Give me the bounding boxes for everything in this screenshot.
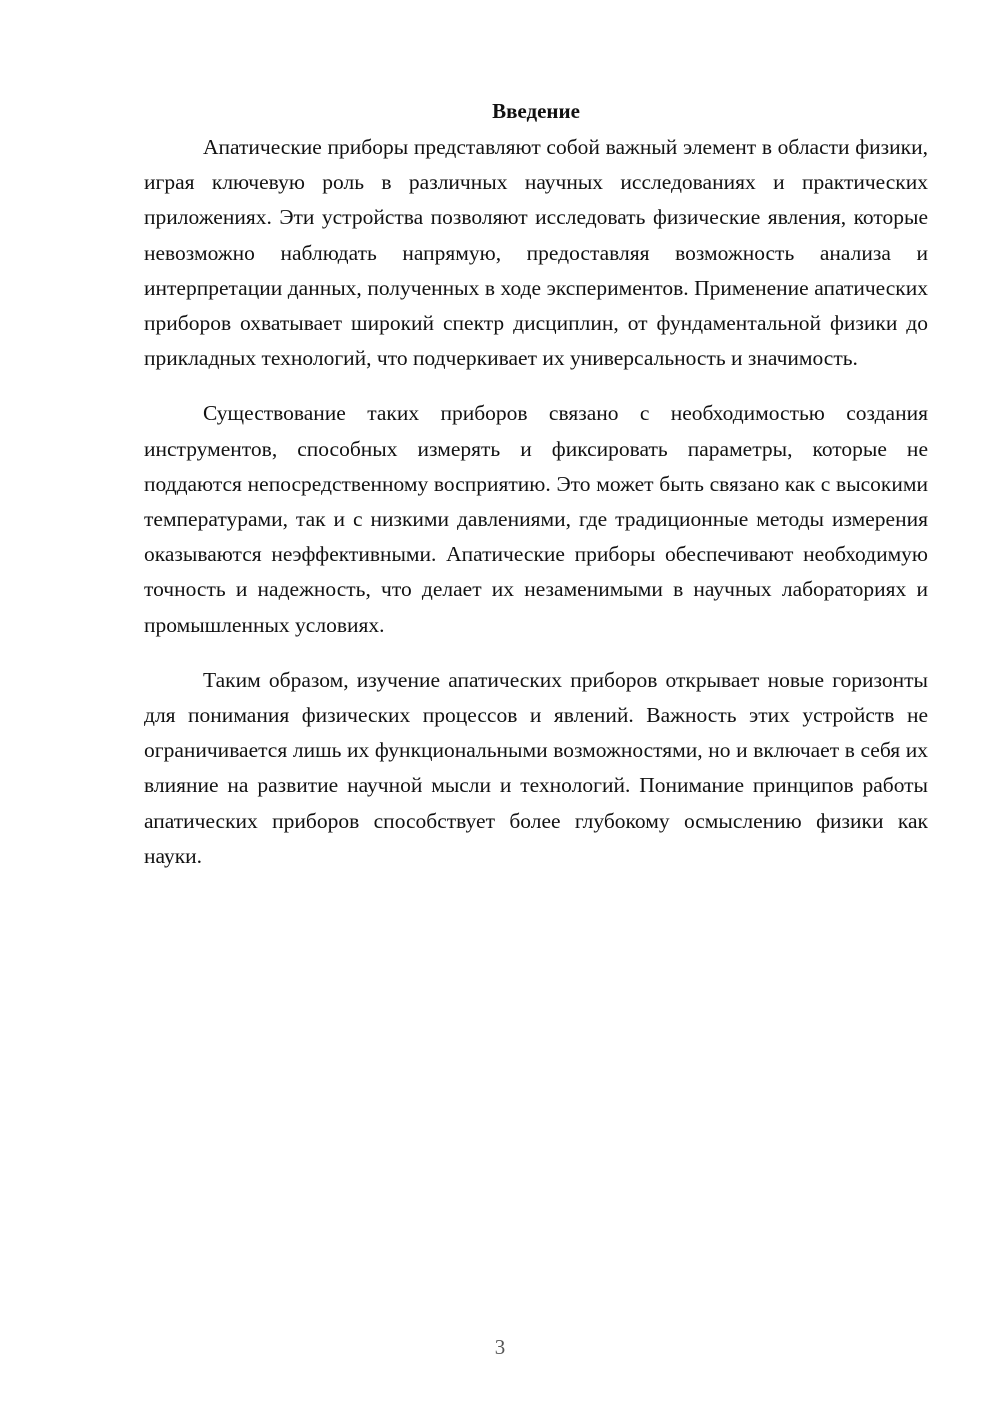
page-content	[144, 96, 928, 894]
paragraph-1: Апатические приборы представляют собой важный элемент в области физики, играя ключевую роль в различных научных исследованиях и практических приложениях. Эти устройства позволяют исследовать физические явления, которые невозможно наблюдать напрямую, предоставляя возможность анализа и интерпретации данных, полученных в ходе экспериментов. Применение апатических приборов охватывает широкий спектр дисциплин, от фундаментальной физики до прикладных технологий, что подчеркивает их универсальность и значимость.	[144, 135, 928, 371]
page-number: 3	[494, 1335, 506, 1359]
paragraph-2: Существование таких приборов связано с необходимостью создания инструментов, способных измерять и фиксировать параметры, которые не поддаются непосредственному восприятию. Это может быть связано как с высокими температурами, так и с низкими давлениями, где традиционные методы измерения оказываются неэффективными. Апатические приборы обеспечивают необходимую точность и надежность, что делает их незаменимыми в научных лабораториях и промышленных условиях.	[144, 401, 928, 637]
section-heading: Введение	[492, 99, 580, 123]
paragraph-3: Таким образом, изучение апатических приборов открывает новые горизонты для понимания физических процессов и явлений. Важность этих устройств не ограничивается лишь их функциональными возможностями, но и включает в себя их влияние на развитие научной мысли и технологий. Понимание принципов работы апатических приборов способствует более глубокому осмыслению физики как науки.	[144, 667, 928, 868]
